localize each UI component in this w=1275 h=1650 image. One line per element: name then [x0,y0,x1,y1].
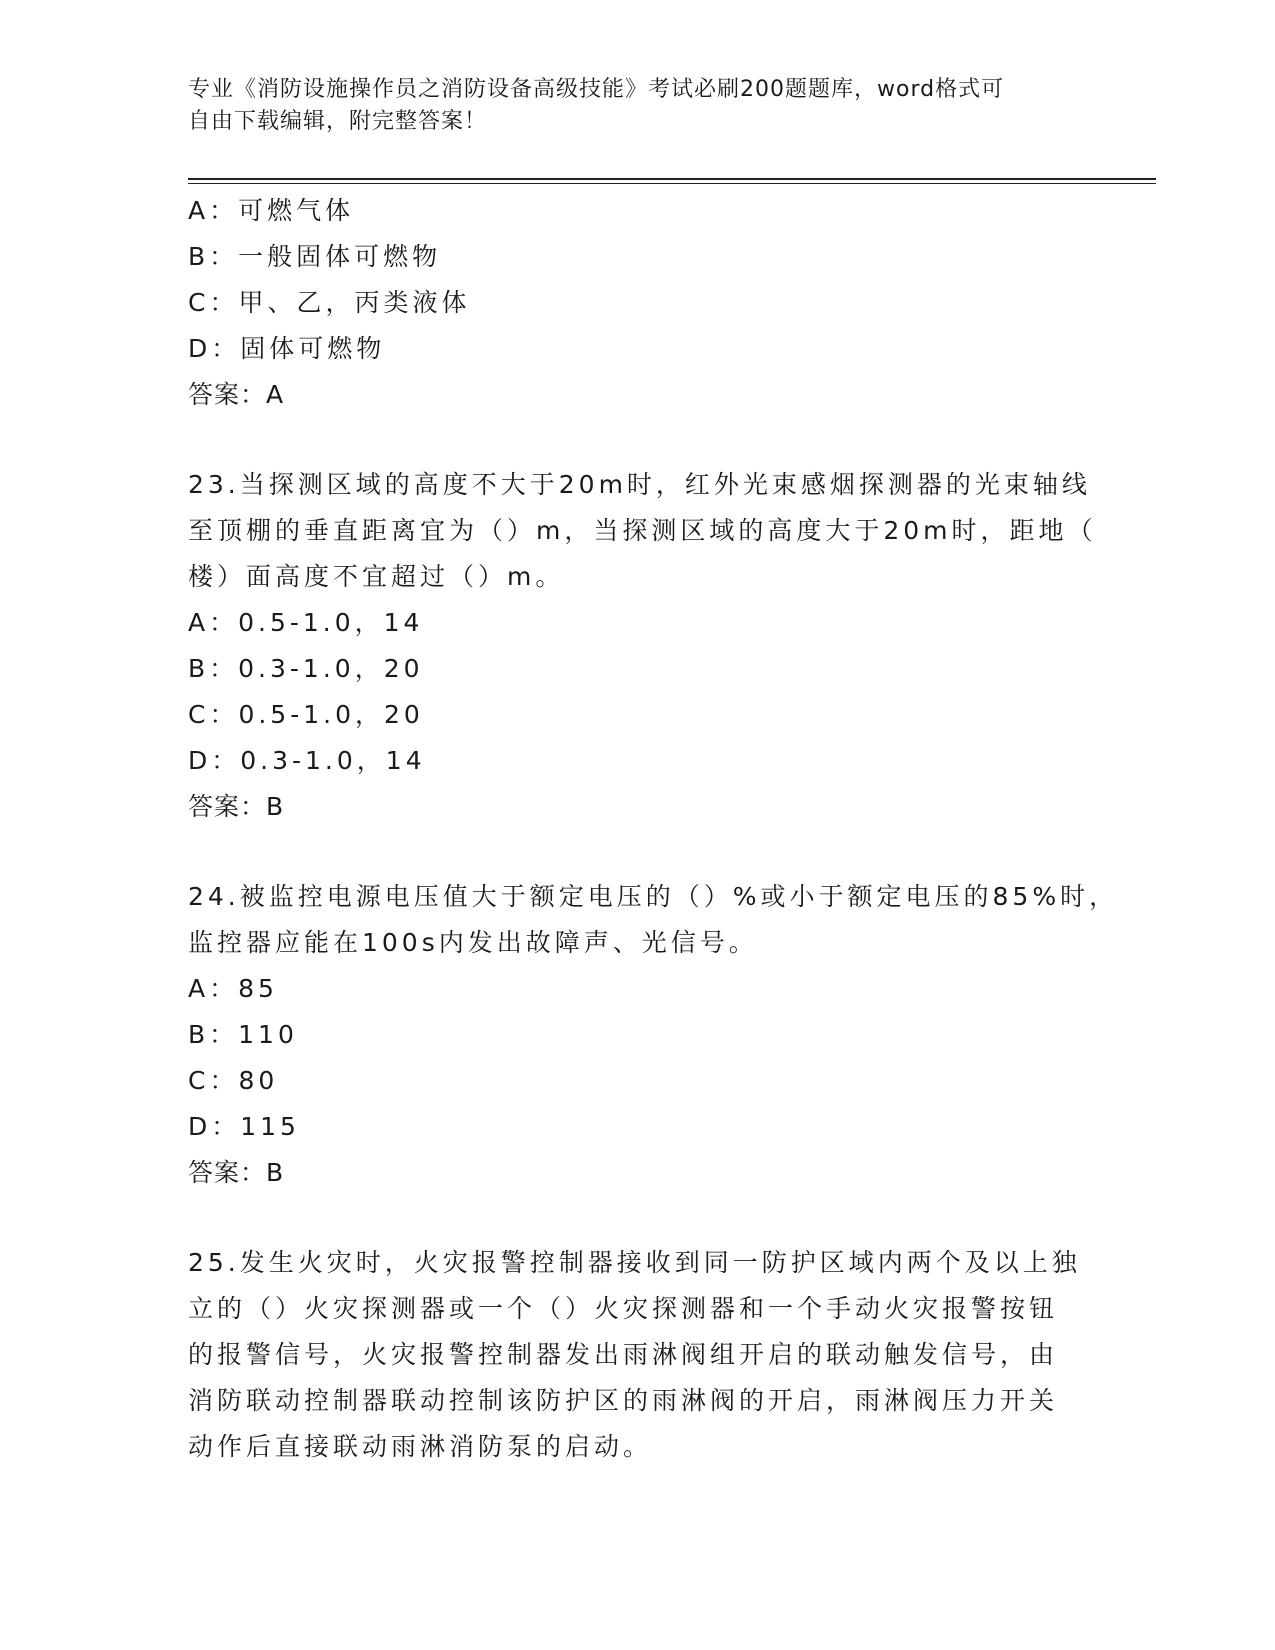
document-header [188,74,1068,138]
spacer [188,830,1088,874]
option-c: C：甲、乙，丙类液体 [188,288,471,317]
question-23-block [188,462,1097,830]
document-body [188,188,1119,1470]
question-text-line: 立的（）火灾探测器或一个（）火灾探测器和一个手动火灾报警按钮 [188,1294,1059,1323]
question-text-line: 动作后直接联动雨淋消防泵的启动。 [188,1432,653,1461]
option-b: B：0.3-1.0，20 [188,654,424,683]
option-b: B：一般固体可燃物 [188,242,442,271]
header-line-1: 专业《消防设施操作员之消防设备高级技能》考试必刷200题题库，word格式可 [188,77,1005,102]
question-text-line: 消防联动控制器联动控制该防护区的雨淋阀的开启，雨淋阀压力开关 [188,1386,1059,1415]
option-c: C：80 [188,1066,279,1095]
spacer [188,418,1088,462]
answer-text: 答案：A [188,380,285,409]
option-c: C：0.5-1.0，20 [188,700,424,729]
question-text-line: 楼）面高度不宜超过（）m。 [188,562,565,591]
option-d: D：0.3-1.0，14 [188,746,426,775]
answer-text: 答案：B [188,1158,285,1187]
option-a: A：85 [188,974,278,1003]
option-d: D：115 [188,1112,300,1141]
question-24-block [188,874,1119,1196]
option-b: B：110 [188,1020,298,1049]
question-25-block [188,1240,1088,1470]
answer-text: 答案：B [188,792,285,821]
question-text-line: 23.当探测区域的高度不大于20m时，红外光束感烟探测器的光束轴线 [188,470,1091,499]
question-text-line: 监控器应能在100s内发出故障声、光信号。 [188,928,758,957]
question-text-line: 的报警信号，火灾报警控制器发出雨淋阀组开启的联动触发信号，由 [188,1340,1059,1369]
header-divider-thin [188,183,1156,184]
header-line-2: 自由下载编辑，附完整答案！ [188,109,488,134]
option-d: D：固体可燃物 [188,334,386,363]
question-text-line: 25.发生火灾时，火灾报警控制器接收到同一防护区域内两个及以上独 [188,1248,1081,1277]
option-a: A：可燃气体 [188,196,355,225]
question-text-line: 24.被监控电源电压值大于额定电压的（）%或小于额定电压的85%时， [188,882,1119,911]
question-22-block [188,188,1088,418]
header-divider-thick [188,178,1156,180]
spacer [188,1196,1088,1240]
option-a: A：0.5-1.0，14 [188,608,424,637]
question-text-line: 至顶棚的垂直距离宜为（）m，当探测区域的高度大于20m时，距地（ [188,516,1097,545]
